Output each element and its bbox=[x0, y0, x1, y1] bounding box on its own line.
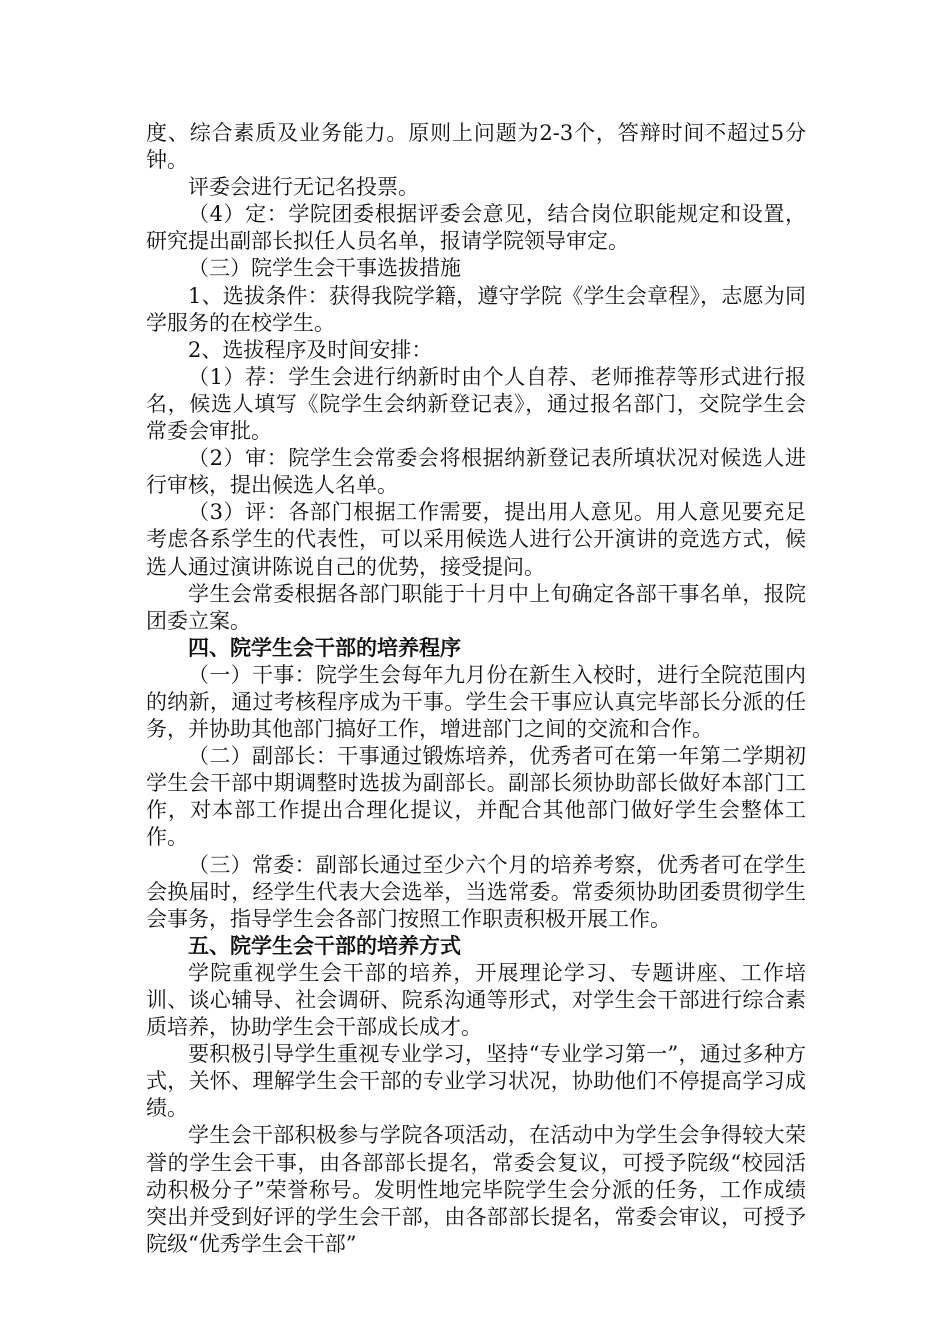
section-heading: 五、院学生会干部的培养方式 bbox=[188, 933, 461, 958]
paragraph: 评委会进行无记名投票。 bbox=[188, 175, 419, 200]
paragraph: （三）常委：副部长通过至少六个月的培养考察，优秀者可在学生会换届时，经学生代表大会选举，当选常委。常委须协助团委贯彻学生会事务，指导学生会各部门按照工作职责积极开展工作。 bbox=[146, 852, 806, 931]
paragraph: （2）审：院学生会常委会将根据纳新登记表所填状况对候选人进行审核，提出候选人名单。 bbox=[146, 446, 806, 498]
paragraph: 2、选拔程序及时间安排： bbox=[188, 337, 433, 362]
paragraph: （3）评：各部门根据工作需要，提出用人意见。用人意见要充足考虑各系学生的代表性，可以采用候选人进行公开演讲的竞选方式，候选人通过演讲陈说自己的优势，接受提问。 bbox=[146, 500, 806, 579]
paragraph: （二）副部长：干事通过锻炼培养，优秀者可在第一年第二学期初学生会干部中期调整时选拔为副部长。副部长须协助部长做好本部门工作，对本部工作提出合理化提议，并配合其他部门做好学生会整体工作。 bbox=[146, 744, 806, 850]
section-heading: 四、院学生会干部的培养程序 bbox=[188, 635, 461, 660]
paragraph: 要积极引导学生重视专业学习，坚持“专业学习第一”，通过多种方式，关怀、理解学生会干部的专业学习状况，协助他们不停提高学习成绩。 bbox=[146, 1042, 806, 1121]
paragraph: 1、选拔条件：获得我院学籍，遵守学院《学生会章程》，志愿为同学服务的在校学生。 bbox=[146, 283, 806, 335]
document-body bbox=[146, 120, 806, 1258]
paragraph: （4）定：学院团委根据评委会意见，结合岗位职能规定和设置，研究提出副部长拟任人员名单，报请学院领导审定。 bbox=[146, 202, 806, 254]
paragraph: 学生会干部积极参与学院各项活动，在活动中为学生会争得较大荣誉的学生会干事，由各部部长提名，常委会复议，可授予院级“校园活动积极分子”荣誉称号。发明性地完毕院学生会分派的任务，工作成绩突出并受到好评的学生会干部，由各部部长提名，常委会审议，可授予院级“优秀学生会干部” bbox=[146, 1123, 806, 1256]
paragraph: （一）干事：院学生会每年九月份在新生入校时，进行全院范围内的纳新，通过考核程序成为干事。学生会干事应认真完毕部长分派的任务，并协助其他部门搞好工作，增进部门之间的交流和合作。 bbox=[146, 662, 806, 742]
paragraph: 学生会常委根据各部门职能于十月中上旬确定各部干事名单，报院团委立案。 bbox=[146, 581, 806, 633]
paragraph: 度、综合素质及业务能力。原则上问题为2-3个，答辩时间不超过5分钟。 bbox=[146, 121, 806, 173]
subsection-heading: （三）院学生会干事选拔措施 bbox=[188, 256, 461, 281]
paragraph: 学院重视学生会干部的培养，开展理论学习、专题讲座、工作培训、谈心辅导、社会调研、院系沟通等形式，对学生会干部进行综合素质培养，协助学生会干部成长成才。 bbox=[146, 960, 806, 1040]
paragraph: （1）荐：学生会进行纳新时由个人自荐、老师推荐等形式进行报名，候选人填写《院学生会纳新登记表》，通过报名部门，交院学生会常委会审批。 bbox=[146, 364, 806, 444]
